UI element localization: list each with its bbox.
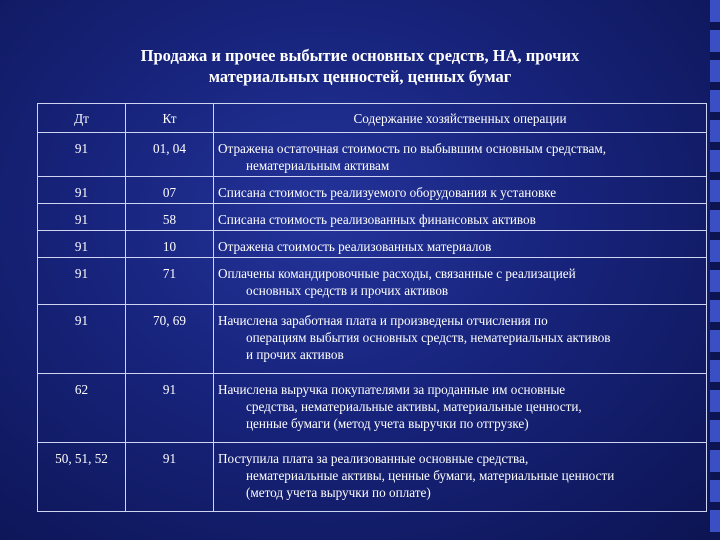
cell-content <box>214 374 707 443</box>
content-line: операциям выбытия основных средств, нематериальных активов <box>246 330 611 345</box>
cell-credit: 07 <box>126 177 214 204</box>
table-row <box>38 305 707 374</box>
content-line: нематериальные активы, ценные бумаги, материальные ценности <box>246 468 615 483</box>
cell-credit: 70, 69 <box>126 305 214 374</box>
cell-debit: 91 <box>38 305 126 374</box>
cell-debit: 91 <box>38 231 126 258</box>
content-line: Начислена выручка покупателями за проданные им основные <box>218 382 566 397</box>
cell-debit: 91 <box>38 133 126 177</box>
slide-title <box>40 45 680 87</box>
content-line: Поступила плата за реализованные основные средства, <box>218 451 529 466</box>
table-row <box>38 374 707 443</box>
content-line: Списана стоимость реализуемого оборудования к установке <box>218 185 557 200</box>
accounting-entries-table <box>37 103 707 512</box>
table-row <box>38 133 707 177</box>
cell-credit: 58 <box>126 204 214 231</box>
content-line: Отражена стоимость реализованных материалов <box>218 239 492 254</box>
table-header-row <box>38 104 707 133</box>
cell-debit: 91 <box>38 177 126 204</box>
cell-content <box>214 133 707 177</box>
cell-content <box>214 231 707 258</box>
cell-content <box>214 443 707 512</box>
decorative-side-stripes <box>710 0 720 540</box>
title-line-2: материальных ценностей, ценных бумаг <box>208 67 512 86</box>
header-credit: Кт <box>126 104 214 133</box>
content-line: Списана стоимость реализованных финансовых активов <box>218 212 536 227</box>
table-row <box>38 231 707 258</box>
cell-debit: 91 <box>38 204 126 231</box>
content-line: нематериальным активам <box>246 158 390 173</box>
cell-content <box>214 177 707 204</box>
header-debit: Дт <box>38 104 126 133</box>
cell-credit: 91 <box>126 374 214 443</box>
table-row <box>38 177 707 204</box>
content-line: и прочих активов <box>246 347 344 362</box>
cell-debit: 50, 51, 52 <box>38 443 126 512</box>
content-line: Оплачены командировочные расходы, связанные с реализацией <box>218 266 576 281</box>
cell-content <box>214 305 707 374</box>
content-line: основных средств и прочих активов <box>246 283 449 298</box>
cell-credit: 10 <box>126 231 214 258</box>
content-line: средства, нематериальные активы, материальные ценности, <box>246 399 582 414</box>
table-row <box>38 258 707 305</box>
content-line: (метод учета выручки по оплате) <box>246 485 431 500</box>
header-content: Содержание хозяйственных операции <box>214 104 707 133</box>
cell-content <box>214 258 707 305</box>
content-line: Начислена заработная плата и произведены отчисления по <box>218 313 548 328</box>
cell-credit: 01, 04 <box>126 133 214 177</box>
table-row <box>38 443 707 512</box>
content-line: Отражена остаточная стоимость по выбывшим основным средствам, <box>218 141 607 156</box>
cell-content <box>214 204 707 231</box>
cell-credit: 71 <box>126 258 214 305</box>
table-row <box>38 204 707 231</box>
cell-credit: 91 <box>126 443 214 512</box>
cell-debit: 62 <box>38 374 126 443</box>
title-line-1: Продажа и прочее выбытие основных средств, НА, прочих <box>140 46 580 65</box>
content-line: ценные бумаги (метод учета выручки по отгрузке) <box>246 416 529 431</box>
cell-debit: 91 <box>38 258 126 305</box>
